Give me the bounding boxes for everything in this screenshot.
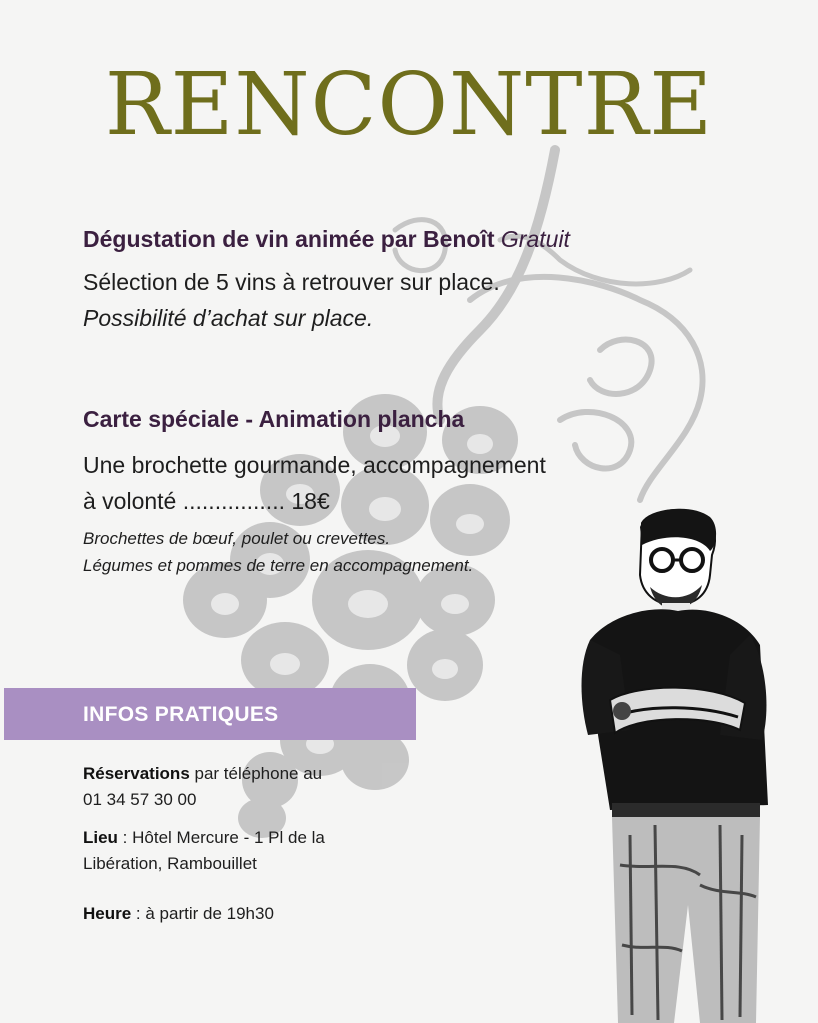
location-info [83, 825, 403, 877]
menu-note-2: Légumes et pommes de terre en accompagnement. [83, 555, 474, 575]
reservations-info [83, 761, 403, 813]
infos-banner [4, 688, 416, 740]
menu-line-1: Une brochette gourmande, accompagnement [83, 451, 546, 478]
time-info [83, 901, 403, 927]
reservations-text: par téléphone au [189, 764, 323, 783]
menu-heading: Carte spéciale - Animation plancha [83, 406, 465, 432]
page-title: RENCONTRE [104, 55, 714, 155]
free-tag: Gratuit [500, 226, 570, 252]
reservations-label: Réservations [83, 764, 190, 783]
tasting-section [83, 226, 723, 336]
time-label: Heure [83, 904, 132, 923]
tasting-line-1: Sélection de 5 vins à retrouver sur place. [83, 268, 500, 295]
menu-note-1: Brochettes de bœuf, poulet ou crevettes. [83, 528, 391, 548]
location-text-2: Libération, Rambouillet [83, 854, 257, 873]
time-text: : à partir de 19h30 [131, 904, 274, 923]
tasting-heading [83, 226, 723, 254]
phone-number: 01 34 57 30 00 [83, 790, 197, 809]
tasting-heading-text: Dégustation de vin animée par Benoît [83, 226, 495, 252]
tasting-line-2: Possibilité d’achat sur place. [83, 304, 374, 331]
menu-line-2: à volonté ................ 18€ [83, 487, 330, 514]
location-text: : Hôtel Mercure - 1 Pl de la [117, 828, 325, 847]
host-portrait [570, 505, 770, 1023]
location-label: Lieu [83, 828, 118, 847]
infos-banner-label: INFOS PRATIQUES [83, 703, 279, 726]
